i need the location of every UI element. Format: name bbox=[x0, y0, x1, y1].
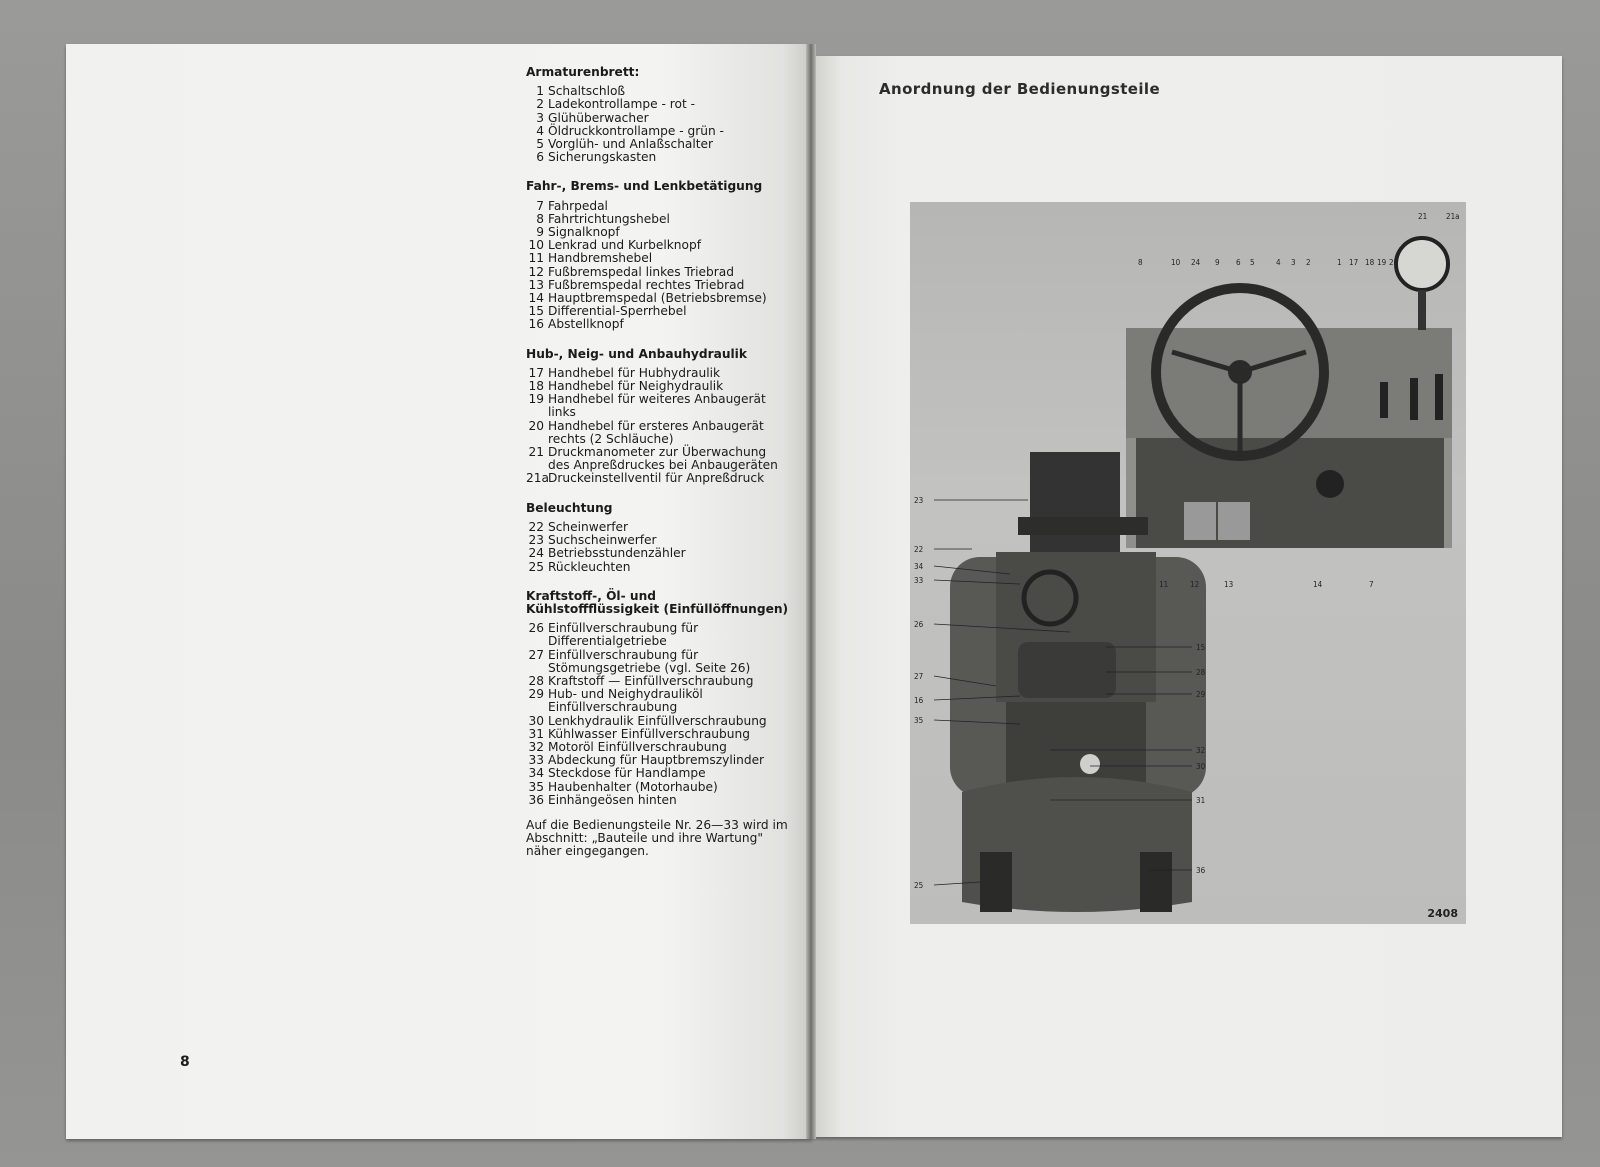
legend-item-number: 28 bbox=[528, 673, 544, 688]
legend-item-number: 26 bbox=[528, 621, 544, 636]
section-title: Hub-, Neig- und Anbauhydraulik bbox=[526, 346, 747, 361]
legend-item-label: Einfüllverschraubung für Stömungsgetriebe (vgl. Seite 26) bbox=[548, 647, 751, 675]
legend-item-label: Abstellknopf bbox=[548, 317, 624, 332]
callout-27: 27 bbox=[914, 672, 924, 681]
legend-item-label: Fahrpedal bbox=[548, 198, 608, 213]
book-spine bbox=[806, 44, 816, 1139]
legend-item-number: 12 bbox=[528, 264, 544, 279]
callout-7: 7 bbox=[1369, 580, 1374, 589]
legend-item-number: 3 bbox=[536, 110, 544, 125]
legend-item-number: 14 bbox=[528, 291, 544, 306]
callout-17: 17 bbox=[1349, 258, 1359, 267]
legend-item bbox=[526, 547, 791, 560]
legend-item bbox=[526, 318, 791, 331]
callout-25: 25 bbox=[914, 881, 924, 890]
legend-item bbox=[526, 266, 791, 279]
legend-item-label: Ladekontrollampe - rot - bbox=[548, 97, 696, 112]
legend-item-number: 16 bbox=[528, 317, 544, 332]
legend-item-label: Betriebsstundenzähler bbox=[548, 546, 686, 561]
controls-legend bbox=[526, 66, 791, 859]
callout-24: 24 bbox=[1191, 258, 1201, 267]
pressure-gauge bbox=[1396, 238, 1448, 290]
callout-4: 4 bbox=[1276, 258, 1281, 267]
legend-item bbox=[526, 393, 791, 419]
legend-item-number: 27 bbox=[528, 647, 544, 662]
legend-item-number: 18 bbox=[528, 379, 544, 394]
callout-18: 18 bbox=[1365, 258, 1375, 267]
page-number: 8 bbox=[180, 1054, 190, 1070]
legend-item-label: Fahrtrichtungshebel bbox=[548, 211, 670, 226]
callout-23: 23 bbox=[914, 496, 924, 505]
legend-item-label: Lenkrad und Kurbelknopf bbox=[548, 238, 702, 253]
section-title: Fahr-, Brems- und Lenkbetätigung bbox=[526, 179, 763, 194]
legend-item bbox=[526, 561, 791, 574]
legend-item-label: Druckmanometer zur Überwachung des Anpreßdruckes bei Anbaugeräten bbox=[548, 445, 778, 473]
legend-item bbox=[526, 200, 791, 213]
legend-item-number: 20 bbox=[528, 418, 544, 433]
legend-item-label: Handhebel für Neighydraulik bbox=[548, 379, 724, 394]
callout-26: 26 bbox=[914, 620, 924, 629]
callout-3: 3 bbox=[1291, 258, 1296, 267]
legend-item-label: Haubenhalter (Motorhaube) bbox=[548, 779, 718, 794]
legend-item-label: Hauptbremspedal (Betriebsbremse) bbox=[548, 291, 767, 306]
callout-20: 20 bbox=[1389, 258, 1399, 267]
legend-item-number: 33 bbox=[528, 753, 544, 768]
seat bbox=[1018, 642, 1116, 698]
legend-item-label: Fußbremspedal rechtes Triebrad bbox=[548, 277, 745, 292]
legend-item-label: Scheinwerfer bbox=[548, 519, 629, 534]
legend-item-number: 7 bbox=[536, 198, 544, 213]
legend-item-label: Hub- und Neighydrauliköl Einfüllverschraubung bbox=[548, 687, 703, 715]
legend-item-label: Handhebel für ersteres Anbaugerät rechts (2 Schläuche) bbox=[548, 418, 764, 446]
callout-8: 8 bbox=[1138, 258, 1143, 267]
legend-item-label: Glühüberwacher bbox=[548, 110, 649, 125]
footnote: Auf die Bedienungsteile Nr. 26—33 wird im Abschnitt: „Bauteile und ihre Wartung" näher eingegangen. bbox=[526, 817, 788, 859]
legend-item-number: 1 bbox=[536, 84, 544, 99]
legend-item-number: 29 bbox=[528, 687, 544, 702]
callout-16: 16 bbox=[914, 696, 924, 705]
legend-item-number: 11 bbox=[528, 251, 544, 266]
legend-item-label: Motoröl Einfüllverschraubung bbox=[548, 739, 727, 754]
legend-item bbox=[526, 446, 791, 472]
legend-item-number: 6 bbox=[536, 150, 544, 165]
callout-30: 30 bbox=[1196, 762, 1206, 771]
legend-item bbox=[526, 112, 791, 125]
legend-item bbox=[526, 472, 791, 485]
callout-5: 5 bbox=[1250, 258, 1255, 267]
legend-item-label: Schaltschloß bbox=[548, 84, 626, 99]
callout-11: 11 bbox=[1159, 580, 1169, 589]
legend-item-label: Lenkhydraulik Einfüllverschraubung bbox=[548, 713, 767, 728]
callout-22: 22 bbox=[914, 545, 924, 554]
legend-item-number: 24 bbox=[528, 546, 544, 561]
legend-item-number: 21 bbox=[528, 445, 544, 460]
callout-15: 15 bbox=[1196, 643, 1206, 652]
legend-item-label: Kühlwasser Einfüllverschraubung bbox=[548, 726, 750, 741]
legend-item bbox=[526, 622, 791, 648]
legend-item bbox=[526, 781, 791, 794]
legend-item-number: 32 bbox=[528, 739, 544, 754]
figure-code: 2408 bbox=[1427, 907, 1458, 920]
legend-item-number: 8 bbox=[536, 211, 544, 226]
callout-33: 33 bbox=[914, 576, 924, 585]
legend-item-label: Handhebel für Hubhydraulik bbox=[548, 365, 721, 380]
page-title: Anordnung der Bedienungsteile bbox=[879, 80, 1161, 98]
legend-item-label: Abdeckung für Hauptbremszylinder bbox=[548, 753, 765, 768]
legend-item-number: 9 bbox=[536, 225, 544, 240]
callout-19: 19 bbox=[1377, 258, 1387, 267]
callout-31: 31 bbox=[1196, 796, 1206, 805]
legend-item-number: 23 bbox=[528, 533, 544, 548]
callout-32: 32 bbox=[1196, 746, 1206, 755]
tractor-illustration bbox=[910, 202, 1466, 924]
callout-1: 1 bbox=[1337, 258, 1342, 267]
callout-21: 21 bbox=[1418, 212, 1428, 221]
callout-21a: 21a bbox=[1446, 212, 1460, 221]
legend-item bbox=[526, 715, 791, 728]
legend-item-number: 5 bbox=[536, 137, 544, 152]
legend-item-number: 25 bbox=[528, 559, 544, 574]
callout-12: 12 bbox=[1190, 580, 1200, 589]
legend-item-label: Handhebel für weiteres Anbaugerät links bbox=[548, 392, 766, 420]
legend-item-label: Rückleuchten bbox=[548, 559, 631, 574]
legend-item bbox=[526, 794, 791, 807]
callout-14: 14 bbox=[1313, 580, 1323, 589]
legend-item-number: 15 bbox=[528, 304, 544, 319]
legend-item-number: 10 bbox=[528, 238, 544, 253]
callout-10: 10 bbox=[1171, 258, 1181, 267]
legend-item-label: Einhängeösen hinten bbox=[548, 792, 677, 807]
legend-item bbox=[526, 151, 791, 164]
legend-item-label: Einfüllverschraubung für Differentialgetriebe bbox=[548, 621, 699, 649]
hydraulic-lift bbox=[1030, 452, 1120, 552]
legend-item bbox=[526, 98, 791, 111]
tractor-photo bbox=[910, 202, 1466, 924]
legend-item-number: 13 bbox=[528, 277, 544, 292]
legend-item-label: Sicherungskasten bbox=[548, 150, 657, 165]
section-title: Armaturenbrett: bbox=[526, 65, 640, 79]
legend-item-number: 30 bbox=[528, 713, 544, 728]
callout-9: 9 bbox=[1215, 258, 1220, 267]
legend-item-number: 19 bbox=[528, 392, 544, 407]
callout-36: 36 bbox=[1196, 866, 1206, 875]
legend-item-label: Signalknopf bbox=[548, 225, 620, 240]
legend-item-label: Kraftstoff — Einfüllverschraubung bbox=[548, 673, 754, 688]
legend-item bbox=[526, 767, 791, 780]
callout-28: 28 bbox=[1196, 668, 1206, 677]
legend-item-number: 2 bbox=[536, 97, 544, 112]
callout-34: 34 bbox=[914, 562, 924, 571]
legend-item-number: 4 bbox=[536, 123, 544, 138]
legend-item-label: Suchscheinwerfer bbox=[548, 533, 657, 548]
legend-item-number: 36 bbox=[528, 792, 544, 807]
callout-13: 13 bbox=[1224, 580, 1234, 589]
legend-item bbox=[526, 252, 791, 265]
legend-item bbox=[526, 688, 791, 714]
legend-item-number: 35 bbox=[528, 779, 544, 794]
legend-item-label: Differential-Sperrhebel bbox=[548, 304, 687, 319]
legend-item-label: Öldruckkontrollampe - grün - bbox=[548, 123, 724, 138]
callout-2: 2 bbox=[1306, 258, 1311, 267]
legend-item-label: Vorglüh- und Anlaßschalter bbox=[548, 137, 714, 152]
legend-item-number: 21a bbox=[526, 471, 549, 486]
legend-item-label: Fußbremspedal linkes Triebrad bbox=[548, 264, 734, 279]
legend-item bbox=[526, 728, 791, 741]
callout-35: 35 bbox=[914, 716, 924, 725]
callout-6: 6 bbox=[1236, 258, 1241, 267]
legend-item-label: Steckdose für Handlampe bbox=[548, 766, 706, 781]
legend-item-number: 31 bbox=[528, 726, 544, 741]
section-title: Beleuchtung bbox=[526, 500, 613, 515]
callout-29: 29 bbox=[1196, 690, 1206, 699]
legend-item bbox=[526, 420, 791, 446]
legend-item-label: Handbremshebel bbox=[548, 251, 653, 266]
legend-item-label: Druckeinstellventil für Anpreßdruck bbox=[548, 471, 765, 486]
legend-item-number: 34 bbox=[528, 766, 544, 781]
legend-item-number: 22 bbox=[528, 519, 544, 534]
section-title: Kraftstoff-, Öl- und Kühlstoffflüssigkeit (Einfüllöffnungen) bbox=[526, 588, 789, 616]
legend-item bbox=[526, 649, 791, 675]
legend-item-number: 17 bbox=[528, 365, 544, 380]
